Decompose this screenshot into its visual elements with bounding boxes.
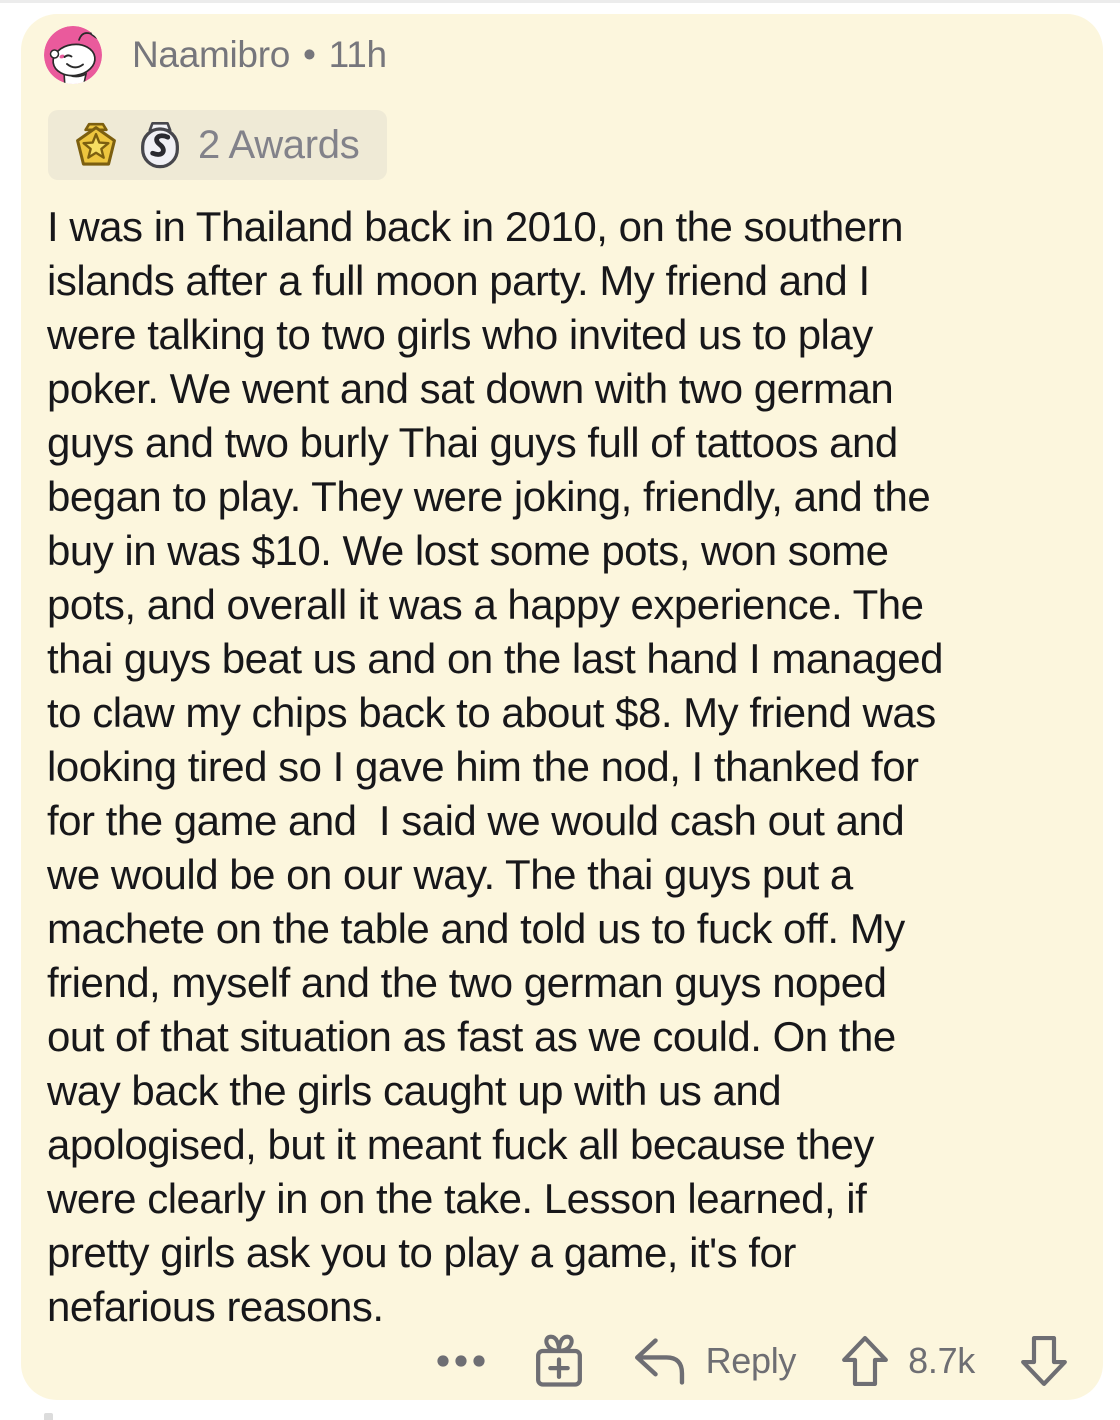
body-line: thai guys beat us and on the last hand I managed <box>47 635 944 682</box>
body-line: to claw my chips back to about $8. My friend was <box>47 689 936 736</box>
username[interactable]: Naamibro <box>132 34 290 75</box>
body-line: guys and two burly Thai guys full of tattoos and <box>47 419 898 466</box>
body-line: looking tired so I gave him the nod, I thanked for <box>47 743 919 790</box>
top-divider <box>0 0 1120 3</box>
comment-header <box>44 26 387 84</box>
downvote-icon[interactable] <box>1019 1333 1069 1389</box>
body-line: were talking to two girls who invited us to play <box>47 311 873 358</box>
reply-label: Reply <box>705 1340 797 1381</box>
more-options-button[interactable] <box>434 1353 488 1369</box>
body-line: were clearly in on the take. Lesson learned, if <box>47 1175 867 1222</box>
awards-pill[interactable] <box>48 110 387 180</box>
body-line: for the game and I said we would cash out and <box>47 797 905 844</box>
action-bar <box>434 1328 1069 1394</box>
give-award-gift-icon[interactable] <box>532 1332 586 1390</box>
body-line: pretty girls ask you to play a game, it's for <box>47 1229 796 1276</box>
body-line: islands after a full moon party. My friend and I <box>47 257 870 304</box>
body-line: out of that situation as fast as we could. On the <box>47 1013 896 1060</box>
reply-button[interactable] <box>630 1334 797 1389</box>
meta-separator: • <box>303 34 316 75</box>
body-line: nefarious reasons. <box>47 1283 384 1330</box>
body-line: buy in was $10. We lost some pots, won some <box>47 527 889 574</box>
upvote-count: 8.7k <box>908 1340 975 1381</box>
body-line: began to play. They were joking, friendly, and the <box>47 473 931 520</box>
body-line: machete on the table and told us to fuck off. My <box>47 905 905 952</box>
body-line: friend, myself and the two german guys noped <box>47 959 887 1006</box>
comment-card <box>21 14 1103 1400</box>
body-line: I was in Thailand back in 2010, on the southern <box>47 203 903 250</box>
avatar[interactable] <box>44 26 102 84</box>
comment-body <box>47 200 1077 1334</box>
thread-line-stub <box>44 1413 53 1420</box>
body-line: apologised, but it meant fuck all because they <box>47 1121 874 1168</box>
upvote-icon[interactable] <box>840 1333 890 1389</box>
reply-arrow-icon <box>630 1334 692 1389</box>
comment-meta <box>132 34 387 76</box>
body-line: poker. We went and sat down with two german <box>47 365 894 412</box>
silver-award-icon <box>134 119 186 171</box>
awards-label: 2 Awards <box>198 122 360 167</box>
body-line: we would be on our way. The thai guys put a <box>47 851 853 898</box>
gold-star-award-icon <box>70 119 122 171</box>
body-line: pots, and overall it was a happy experience. The <box>47 581 924 628</box>
timestamp: 11h <box>328 34 387 75</box>
body-line: way back the girls caught up with us and <box>47 1067 782 1114</box>
upvote-group <box>840 1333 975 1389</box>
